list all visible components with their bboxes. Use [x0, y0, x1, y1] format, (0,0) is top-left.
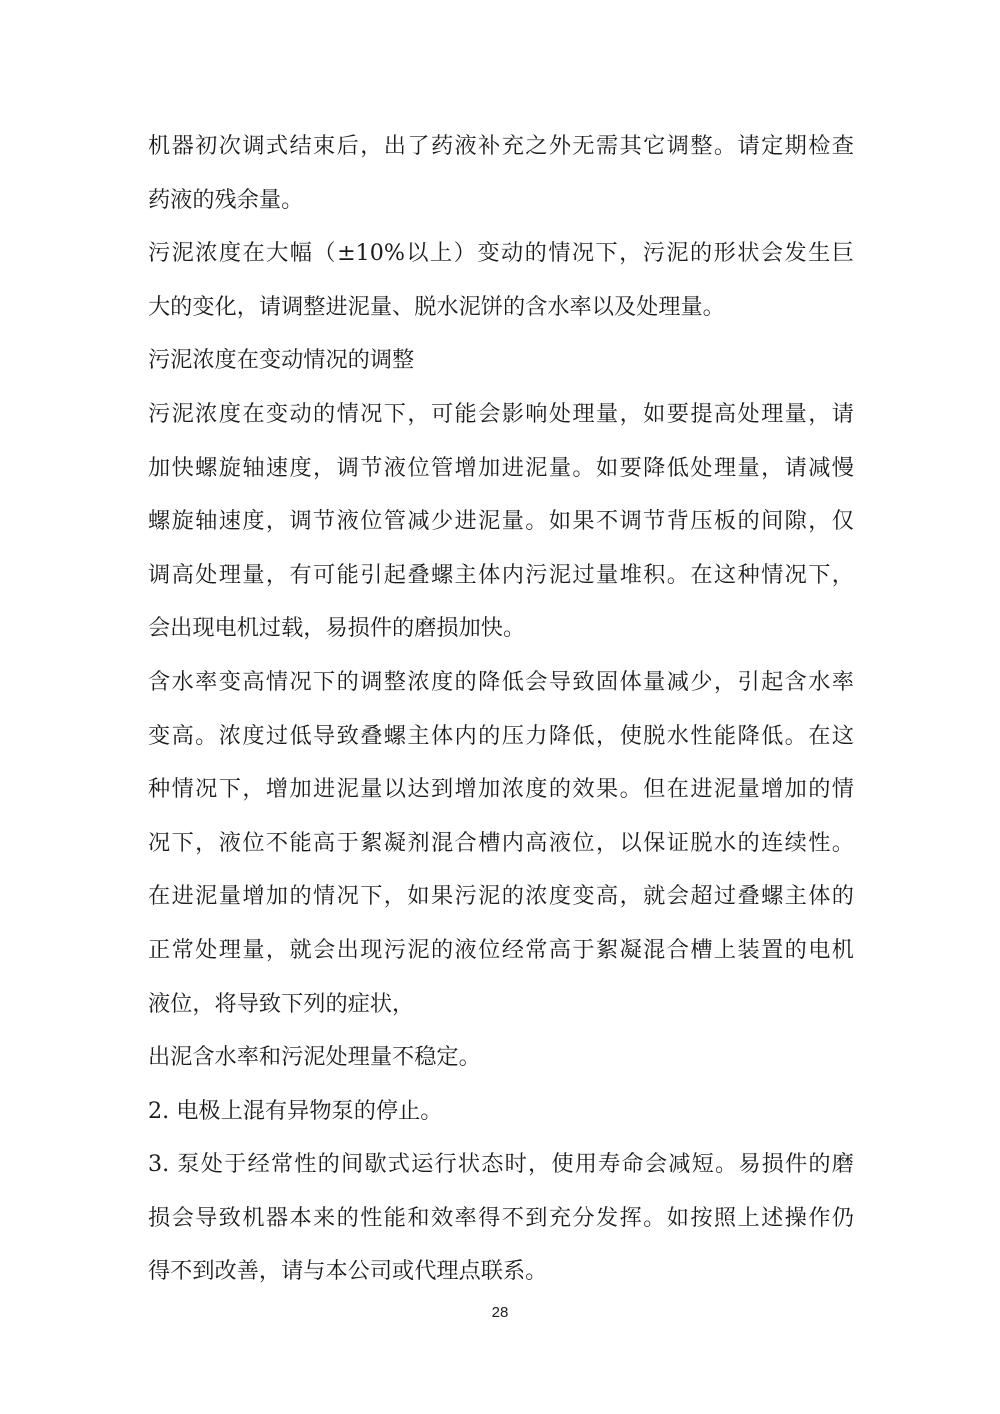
symptom-item-2 [148, 1085, 854, 1139]
text-line: 得不到改善，请与本公司或代理点联系。 [148, 1258, 548, 1285]
section-heading [148, 334, 854, 388]
text-line: 3. 泵处于经常性的间歇式运行状态时，使用寿命会减短。易损件的磨 [148, 1151, 854, 1178]
text-line: 螺旋轴速度，调节液位管减少进泥量。如果不调节背压板的间隙，仅 [148, 508, 854, 535]
text-line: 况下，液位不能高于絮凝剂混合槽内高液位，以保证脱水的连续性。 [148, 829, 854, 856]
text-line: 种情况下，增加进泥量以达到增加浓度的效果。但在进泥量增加的情 [148, 776, 854, 803]
text-line: 调高处理量，有可能引起叠螺主体内污泥过量堆积。在这种情况下， [148, 561, 854, 588]
text-line: 加快螺旋轴速度，调节液位管增加进泥量。如要降低处理量，请减慢 [148, 454, 854, 481]
text-line: 正常处理量，就会出现污泥的液位经常高于絮凝混合槽上装置的电机 [148, 936, 854, 963]
text-line: 污泥浓度在大幅（±10%以上）变动的情况下，污泥的形状会发生巨 [148, 240, 854, 267]
text-line: 药液的残余量。 [148, 186, 304, 213]
paragraph-initial-commissioning [148, 120, 854, 227]
text-line: 含水率变高情况下的调整浓度的降低会导致固体量减少，引起含水率 [148, 668, 854, 695]
text-line: 污泥浓度在变动的情况下，可能会影响处理量，如要提高处理量，请 [148, 400, 854, 427]
symptom-item-3 [148, 1138, 854, 1299]
text-line: 会出现电机过载，易损件的磨损加快。 [148, 615, 526, 642]
text-line: 出泥含水率和污泥处理量不稳定。 [148, 1044, 481, 1071]
text-line: 在进泥量增加的情况下，如果污泥的浓度变高，就会超过叠螺主体的 [148, 883, 854, 910]
symptom-item-1 [148, 1031, 854, 1085]
text-line: 大的变化，请调整进泥量、脱水泥饼的含水率以及处理量。 [148, 293, 725, 320]
heading-text: 污泥浓度在变动情况的调整 [148, 347, 415, 374]
paragraph-concentration-variation [148, 227, 854, 334]
text-line: 损会导致机器本来的性能和效率得不到充分发挥。如按照上述操作仍 [148, 1204, 854, 1231]
page-number: 28 [491, 1304, 509, 1321]
text-line: 机器初次调式结束后，出了药液补充之外无需其它调整。请定期检查 [148, 133, 854, 159]
text-line: 变高。浓度过低导致叠螺主体内的压力降低，使脱水性能降低。在这 [148, 722, 854, 749]
paragraph-moisture-adjustment [148, 656, 854, 1031]
paragraph-throughput-adjustment [148, 388, 854, 656]
text-line: 2. 电极上混有异物泵的停止。 [148, 1097, 443, 1124]
text-line: 液位，将导致下列的症状， [148, 990, 415, 1017]
page-body [148, 120, 854, 1299]
